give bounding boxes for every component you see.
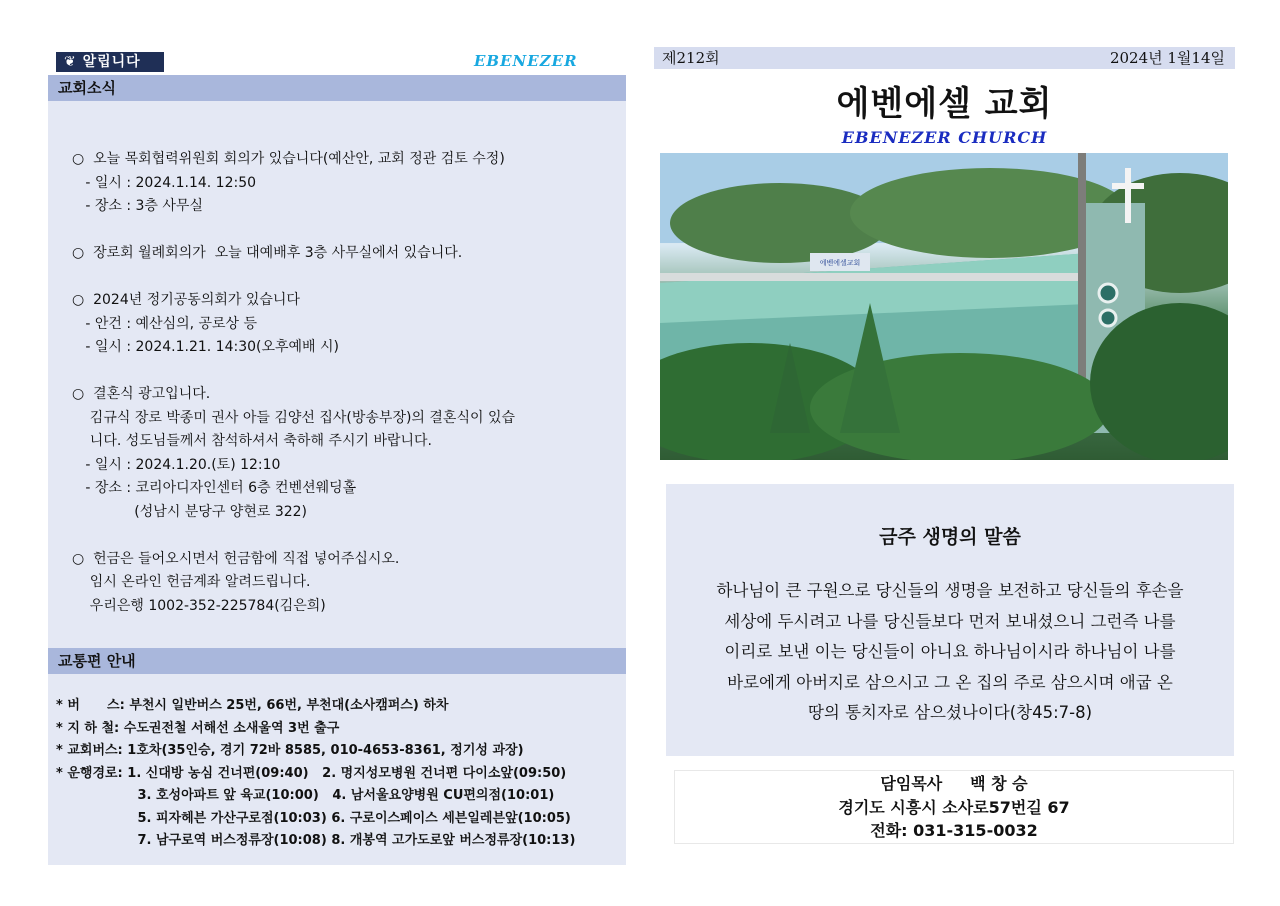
church-news-header: 교회소식 (48, 75, 626, 101)
news-line: 김규식 장로 박종미 권사 아들 김양선 집사(방송부장)의 결혼식이 있습 (72, 409, 515, 426)
scripture-line: 하나님이 큰 구원으로 당신들의 생명을 보전하고 당신들의 후손을 (716, 581, 1184, 600)
church-title: 에벤에셀 교회 (836, 84, 1053, 124)
church-phone: 전화: 031-315-0032 (870, 821, 1038, 840)
weekly-scripture-panel (666, 484, 1234, 756)
announcement-tag: ❦ 알립니다 (56, 52, 164, 72)
church-news-list (72, 148, 612, 618)
traffic-line: 5. 피자헤븐 가산구로점(10:03) 6. 구로이스페이스 세븐일레븐앞(10:05) (56, 810, 571, 826)
traffic-line: 3. 호성아파트 앞 육교(10:00) 4. 남서울요양병원 CU편의점(10:01) (56, 788, 555, 803)
news-line: - 일시 : 2024.1.14. 12:50 (72, 174, 257, 191)
news-line: ○ 오늘 목회협력위원회 회의가 있습니다(예산안, 교회 정관 검토 수정) (72, 151, 505, 167)
news-line: 니다. 성도님들께서 참석하셔서 축하해 주시기 바랍니다. (72, 433, 433, 449)
news-line: - 일시 : 2024.1.21. 14:30(오후예배 시) (72, 339, 340, 355)
news-line: - 일시 : 2024.1.20.(토) 12:10 (72, 456, 281, 473)
news-line: - 안건 : 예산심의, 공로상 등 (72, 315, 258, 332)
church-title-english: EBENEZER CHURCH (841, 128, 1048, 147)
scripture-body (682, 576, 1218, 729)
news-line: - 장소 : 3층 사무실 (72, 198, 203, 214)
issue-date: 2024년 1월14일 (1109, 49, 1225, 67)
church-sign-text: 에벤에셀교회 (819, 259, 861, 267)
scripture-line: 땅의 통치자로 삼으셨나이다(창45:7-8) (807, 703, 1093, 722)
church-building-photo (660, 153, 1228, 460)
news-line: 임시 온라인 헌금계좌 알려드립니다. (72, 574, 311, 590)
pastor-name: 담임목사 백 창 승 (880, 774, 1028, 793)
news-line: ○ 2024년 정기공동의회가 있습니다 (72, 292, 300, 308)
news-line: 우리은행 1002-352-225784(김은희) (72, 597, 326, 614)
traffic-header: 교통편 안내 (48, 648, 626, 674)
traffic-line: 7. 남구로역 버스정류장(10:08) 8. 개봉역 고가도로앞 버스정류장(10:13) (56, 833, 576, 848)
issue-number: 제212회 (662, 49, 720, 67)
traffic-line: * 지 하 철: 수도권전철 서해선 소새울역 3번 출구 (56, 720, 340, 736)
news-line: (성남시 분당구 양현로 322) (72, 503, 308, 520)
traffic-line: * 교회버스: 1호차(35인승, 경기 72바 8585, 010-4653-8361, 정기성 과장) (56, 743, 524, 758)
news-line: - 장소 : 코리아디자인센터 6층 컨벤션웨딩홀 (72, 480, 357, 496)
traffic-info-list (56, 695, 621, 853)
contact-box (674, 770, 1234, 844)
ebenezer-logo-text: EBENEZER (474, 52, 578, 70)
news-line: ○ 헌금은 들어오시면서 헌금함에 직접 넣어주십시오. (72, 550, 400, 567)
scripture-line: 바로에게 아버지로 삼으시고 그 온 집의 주로 삼으시며 애굽 온 (727, 672, 1173, 692)
issue-bar (654, 47, 1235, 69)
church-address: 경기도 시흥시 소사로57번길 67 (838, 797, 1070, 817)
news-line: ○ 결혼식 광고입니다. (72, 386, 211, 402)
scripture-line: 세상에 두시려고 나를 당신들보다 먼저 보내셨으니 그런즉 나를 (724, 611, 1176, 631)
traffic-line: * 운행경로: 1. 신대방 농심 건너편(09:40) 2. 명지성모병원 건너편 다이소앞(09:50) (56, 765, 567, 781)
traffic-line: * 버 스: 부천시 일반버스 25번, 66번, 부천대(소사캠퍼스) 하차 (56, 698, 449, 713)
scripture-line: 이리로 보낸 이는 당신들이 아니요 하나님이시라 하나님이 나를 (724, 642, 1176, 661)
scripture-title: 금주 생명의 말씀 (879, 526, 1021, 548)
news-line: ○ 장로회 월례회의가 오늘 대예배후 3층 사무실에서 있습니다. (72, 245, 463, 261)
